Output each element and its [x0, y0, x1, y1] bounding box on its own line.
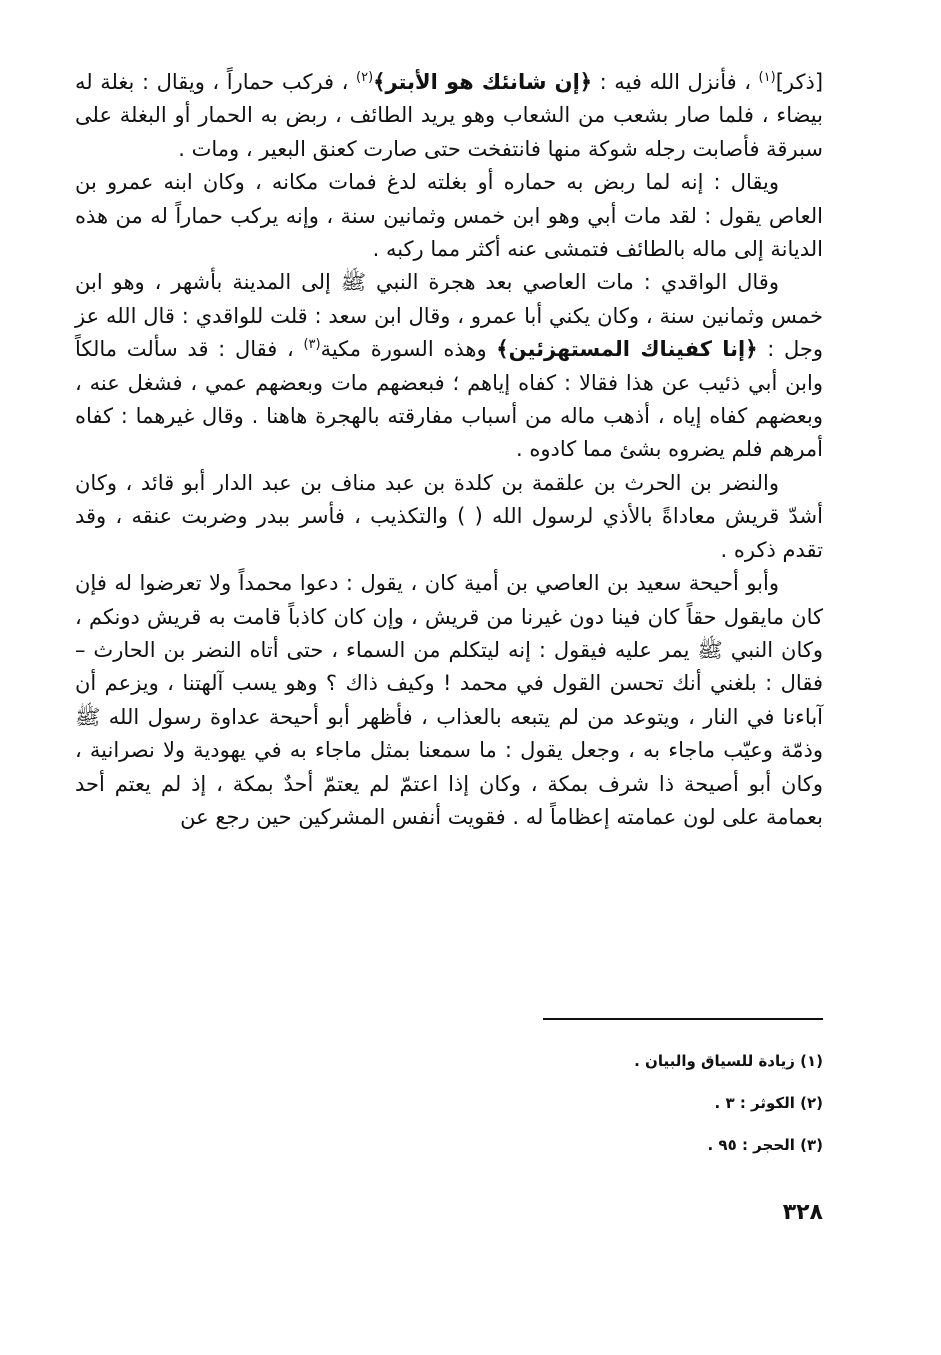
footnote-ref-3: (٣): [303, 337, 321, 353]
paragraph-1: [75, 66, 823, 166]
main-text: [75, 66, 823, 834]
paragraph-4: والنضر بن الحرث بن علقمة بن كلدة بن عبد مناف بن عبد الدار أبو قائد ، وكان أشدّ قريش معاداةً بالأذي لرسول الله ( ) والتكذيب ، فأسر ببدر وضربت عنقه ، وقد تقدم ذكره .: [75, 470, 823, 562]
quran-verse-1: ﴿إن شانئك هو الأبتر﴾: [373, 70, 593, 94]
quran-verse-2: ﴿إنا كفيناك المستهزئين﴾: [496, 337, 758, 362]
paragraph-2: ويقال : إنه لما ربض به حماره أو بغلته لدغ فمات مكانه ، وكان ابنه عمرو بن العاص يقول : لقد مات أبي وهو ابن خمس وثمانين سنة ، وإنه يركب حماراً له من هذه الديانة إلى ماله بالطائف فتمشى عنه أكثر مما ركبه .: [75, 170, 823, 262]
footnote-3: (٣) الحجر : ٩٥ .: [707, 1136, 823, 1154]
footnote-ref-1: (١): [758, 70, 776, 85]
paragraph-1-mid: ، فأنزل الله فيه :: [592, 70, 759, 94]
footnote-1: (١) زيادة للسياق والبيان .: [634, 1052, 823, 1070]
footnotes: [223, 1040, 823, 1166]
footnote-2: (٢) الكوثر : ٣ .: [714, 1094, 823, 1112]
footnote-divider: [543, 1018, 823, 1020]
paragraph-3-after: ، فقال : قد سألت مالكاً وابن أبي ذئيب عن هذا فقالا : كفاه إياهم ؛ فبعضهم مات وبعضهم عمي ، فشغل عنه ، وبعضهم كفاه إياه ، أذهب ماله من أسباب مفارقته بالهجرة هاهنا . وقال غيرهما : كفاه أمرهم فلم يضروه بشئ مما كادوه .: [75, 337, 823, 462]
page-number: ٣٢٨: [782, 1200, 823, 1225]
paragraph-1-after: ، فركب حماراً ، ويقال : بغلة له بيضاء ، فلما صار بشعب من الشعاب وهو يريد الطائف ، ربض به الحمار أو البغلة على سبرقة فأصابت رجله شوكة منها فانتفخت حتى صارت كعنق البعير ، ومات .: [75, 70, 823, 161]
paragraph-3: [75, 266, 823, 466]
paragraph-3-mid: وهذه السورة مكية: [320, 337, 497, 362]
footnote-ref-2: (٢): [356, 70, 374, 85]
paragraph-1-before: [ذكر]: [775, 70, 824, 94]
paragraph-3-before: وقال الواقدي : مات العاصي بعد هجرة النبي ﷺ إلى المدينة بأشهر ، وهو ابن خمس وثمانين سنة ، وكان يكني أبا عمرو ، وقال ابن سعد : قلت للواقدي : قال الله عز وجل :: [75, 270, 823, 362]
paragraph-5: وأبو أحيحة سعيد بن العاصي بن أمية كان ، يقول : دعوا محمداً ولا تعرضوا له فإن كان مايقول حقاً كان فينا دون غيرنا من قريش ، وإن كان كاذباً قامت به قريش دونكم ، وكان النبي ﷺ يمر عليه فيقول : إنه ليتكلم من السماء ، حتى أتاه النضر بن الحارث – فقال : بلغني أنك تحسن القول في محمد ! وكيف ذاك ؟ وهو يسب آلهتنا ، ويزعم أن آباءنا في النار ، ويتوعد من لم يتبعه بالعذاب ، فأظهر أبو أحيحة عداوة رسول الله ﷺ وذمّة وعيّب ماجاء به ، وجعل يقول : ما سمعنا بمثل ماجاء به في يهودية ولا نصرانية ، وكان أبو أصيحة ذا شرف بمكة ، وكان إذا اعتمّ لم يعتمّ أحدٌ بمكة ، إذ لم يعتم أحد بعمامة على لون عمامته إعظاماً له . فقويت أنفس المشركين حين رجع عن: [75, 571, 823, 829]
